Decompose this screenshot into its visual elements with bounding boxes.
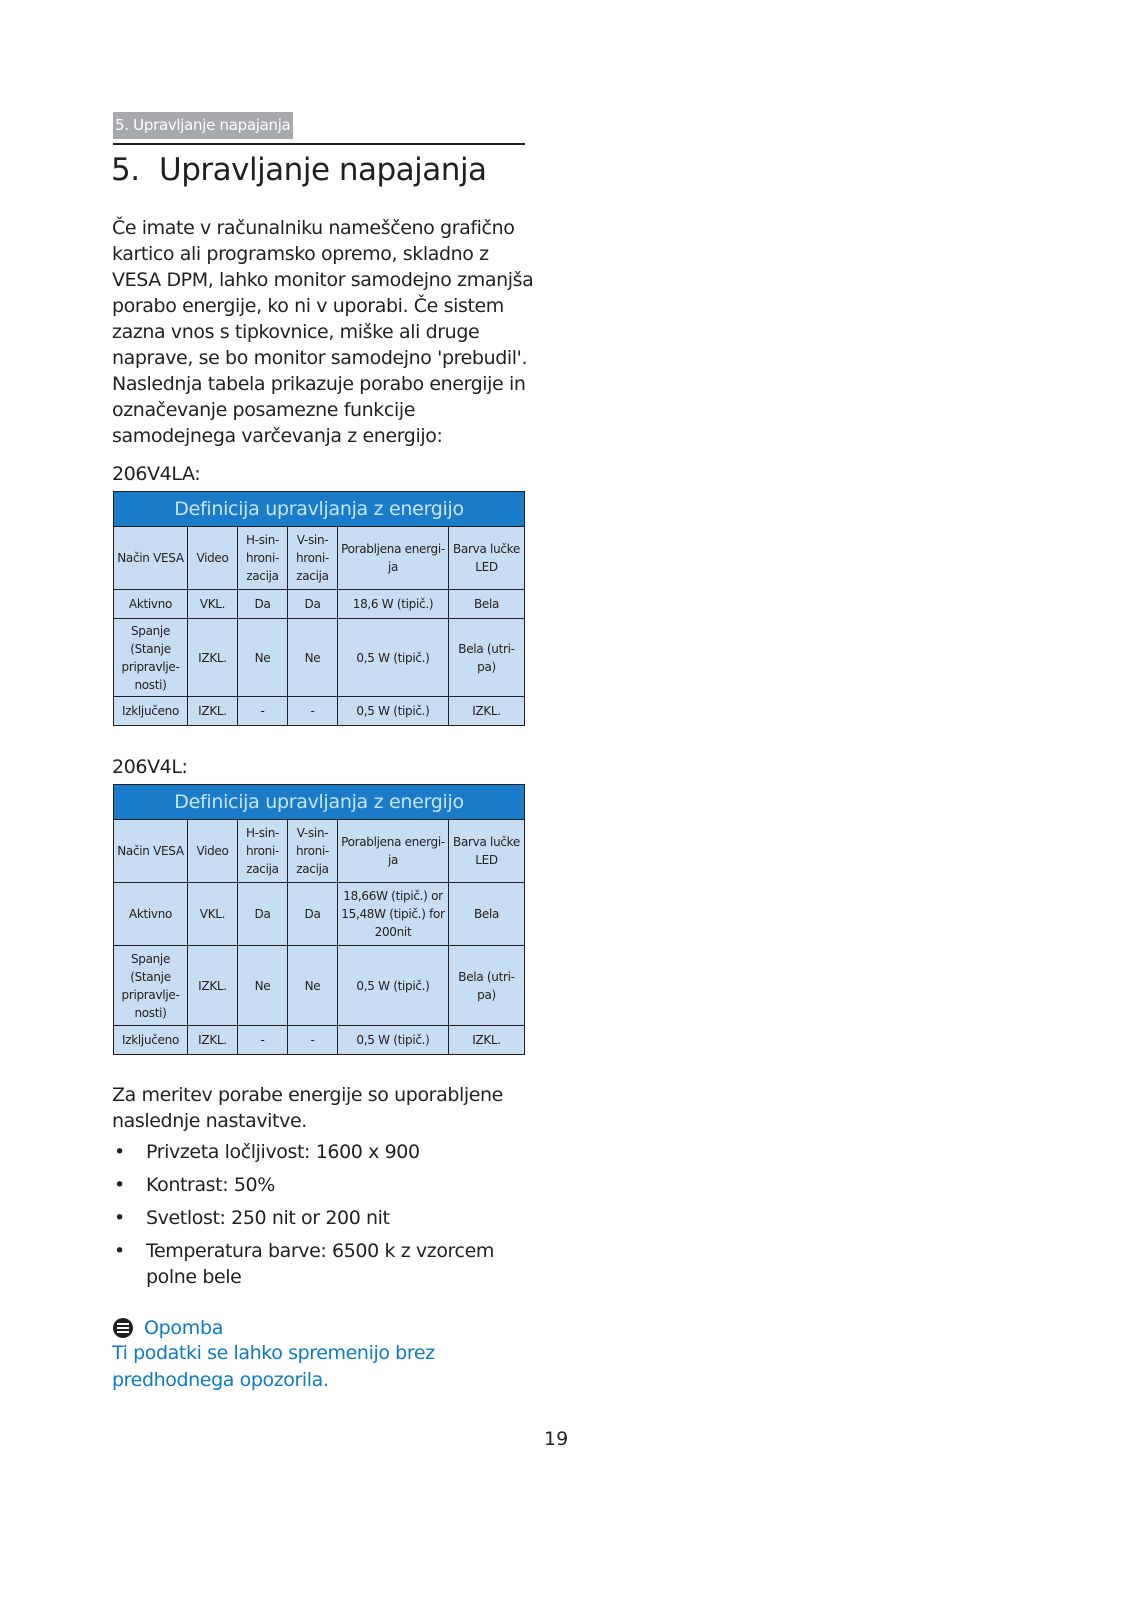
table-row (114, 946, 525, 1026)
table-cell: IZKL. (188, 1026, 238, 1055)
header-cell: Video (188, 527, 238, 590)
table-cell: IZKL. (188, 946, 238, 1026)
header-cell: V-sin-hroni-zacija (288, 820, 338, 883)
table-cell: Aktivno (114, 883, 188, 946)
table-cell: Ne (238, 619, 288, 697)
table-row (114, 883, 525, 946)
header-cell: Način VESA (114, 527, 188, 590)
table-cell: Izključeno (114, 1026, 188, 1055)
power-table-206v4l (113, 784, 525, 1055)
table-row (114, 1026, 525, 1055)
bullet-marker: • (114, 1141, 125, 1163)
table-cell: VKL. (188, 883, 238, 946)
model-label-206v4l: 206V4L: (112, 756, 188, 778)
measurement-intro: Za meritev porabe energije so uporabljene naslednje nastavitve. (112, 1084, 503, 1132)
table-cell: Spanje (Stanje pripravlje-nosti) (114, 619, 188, 697)
page-number: 19 (544, 1428, 569, 1450)
list-item (112, 1172, 532, 1198)
table-cell: IZKL. (188, 697, 238, 726)
table-cell: Aktivno (114, 590, 188, 619)
table-cell: 18,66W (tipič.) or 15,48W (tipič.) for 200nit (338, 883, 449, 946)
header-cell: Video (188, 820, 238, 883)
table-cell: Spanje (Stanje pripravlje-nosti) (114, 946, 188, 1026)
table-cell: 0,5 W (tipič.) (338, 619, 449, 697)
table-cell: - (238, 1026, 288, 1055)
note-text: Ti podatki se lahko spremenijo brez predhodnega opozorila. (112, 1342, 435, 1391)
header-cell: Barva lučke LED (449, 527, 525, 590)
table-cell: 0,5 W (tipič.) (338, 946, 449, 1026)
table-header-row (114, 820, 525, 883)
list-item-text: Temperatura barve: 6500 k z vzorcem polne bele (146, 1240, 494, 1288)
table-cell: IZKL. (188, 619, 238, 697)
table-cell: IZKL. (449, 1026, 525, 1055)
table-cell: Ne (288, 619, 338, 697)
bullet-marker: • (114, 1207, 125, 1229)
note-heading (112, 1314, 223, 1342)
table-cell: Ne (238, 946, 288, 1026)
table-cell: Bela (utri-pa) (449, 946, 525, 1026)
list-item (112, 1238, 532, 1290)
table-cell: Ne (288, 946, 338, 1026)
page-title (111, 150, 487, 190)
intro-paragraph: Če imate v računalniku nameščeno grafično kartico ali programsko opremo, skladno z VESA DPM, lahko monitor samodejno zmanjša porabo energije, ko ni v uporabi. Če sistem zazna vnos s tipkovnice, miške ali druge naprave, se bo monitor samodejno 'prebudil'. Naslednja tabela prikazuje porabo energije in označevanje posamezne funkcije samodejnega varčevanja z energijo: (112, 217, 534, 447)
bullet-marker: • (114, 1174, 125, 1196)
table-cell: Bela (449, 590, 525, 619)
table-cell: - (238, 697, 288, 726)
table-cell: Da (238, 590, 288, 619)
table-caption: Definicija upravljanja z energijo (114, 492, 525, 527)
header-cell: Porabljena energi-ja (338, 527, 449, 590)
section-header-tab: 5. Upravljanje napajanja (113, 112, 293, 139)
header-cell: V-sin-hroni-zacija (288, 527, 338, 590)
table-cell: Da (238, 883, 288, 946)
table-cell: VKL. (188, 590, 238, 619)
header-divider (113, 143, 525, 145)
table-caption: Definicija upravljanja z energijo (114, 785, 525, 820)
bullet-marker: • (114, 1240, 125, 1262)
model-label-206v4la: 206V4LA: (112, 463, 201, 485)
table-header-row (114, 527, 525, 590)
power-table-206v4la (113, 491, 525, 726)
section-title: Upravljanje napajanja (159, 152, 487, 188)
list-item-text: Privzeta ločljivost: 1600 x 900 (146, 1141, 420, 1163)
table-cell: 0,5 W (tipič.) (338, 1026, 449, 1055)
table-row (114, 590, 525, 619)
section-number: 5. (111, 152, 140, 188)
table-row (114, 697, 525, 726)
header-cell: H-sin-hroni-zacija (238, 820, 288, 883)
table-cell: Bela (449, 883, 525, 946)
list-item (112, 1205, 532, 1231)
table-cell: Da (288, 590, 338, 619)
header-cell: Barva lučke LED (449, 820, 525, 883)
list-item-text: Kontrast: 50% (146, 1174, 275, 1196)
list-item-text: Svetlost: 250 nit or 200 nit (146, 1207, 390, 1229)
header-cell: Porabljena energi-ja (338, 820, 449, 883)
settings-list (112, 1139, 532, 1297)
table-cell: - (288, 697, 338, 726)
table-cell: Da (288, 883, 338, 946)
table-cell: Izključeno (114, 697, 188, 726)
table-row (114, 619, 525, 697)
table-cell: Bela (utri-pa) (449, 619, 525, 697)
header-cell: Način VESA (114, 820, 188, 883)
table-cell: 18,6 W (tipič.) (338, 590, 449, 619)
table-cell: IZKL. (449, 697, 525, 726)
list-item (112, 1139, 532, 1165)
header-cell: H-sin-hroni-zacija (238, 527, 288, 590)
note-icon (112, 1317, 134, 1339)
table-cell: - (288, 1026, 338, 1055)
note-title: Opomba (144, 1317, 224, 1339)
table-cell: 0,5 W (tipič.) (338, 697, 449, 726)
